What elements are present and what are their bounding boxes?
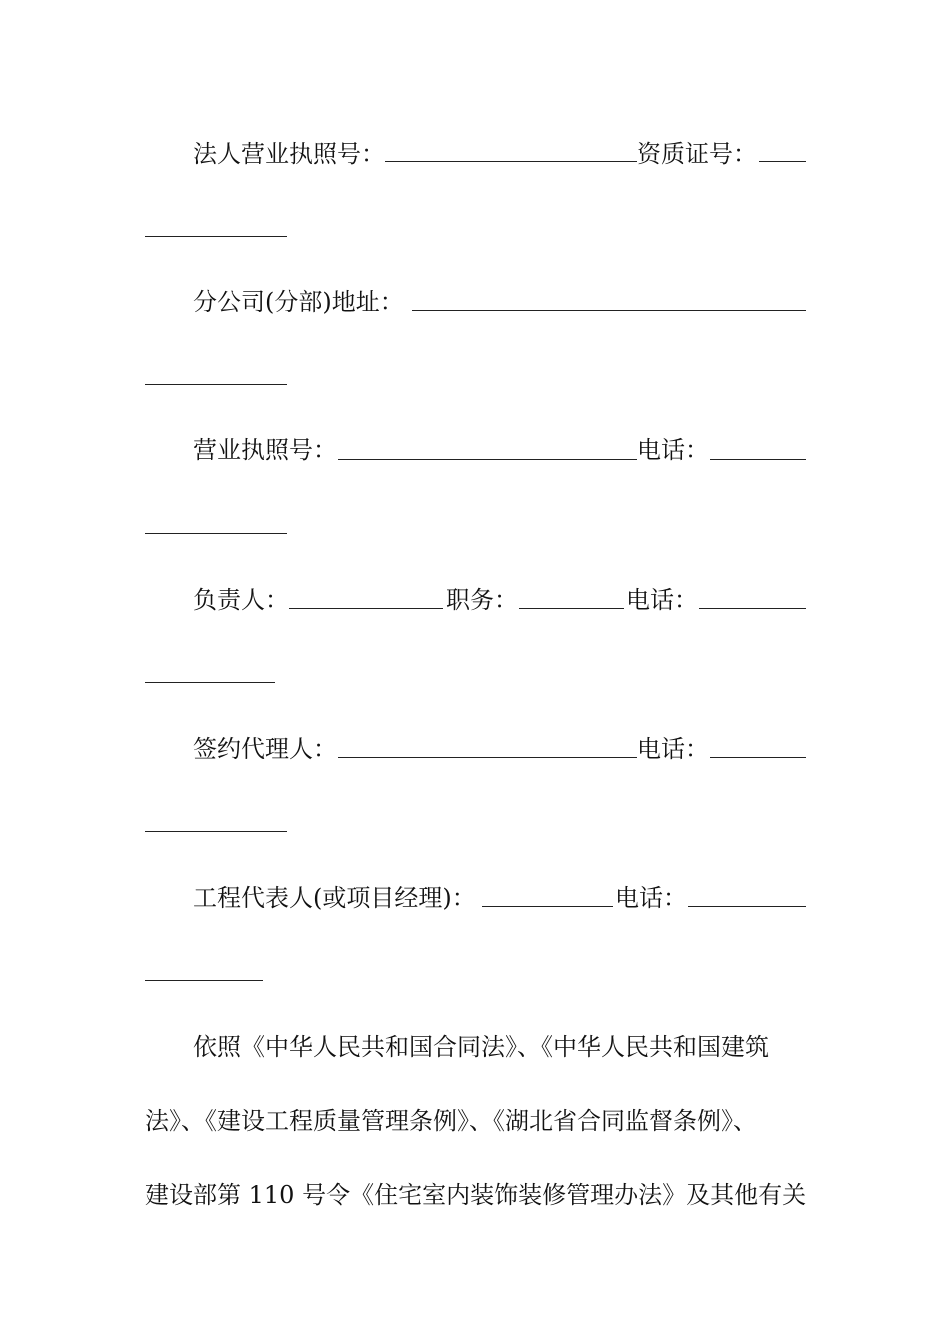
person-in-charge-blank[interactable] bbox=[289, 608, 443, 609]
branch-phone-blank-continued[interactable] bbox=[145, 533, 287, 534]
branch-phone-blank[interactable] bbox=[710, 459, 806, 460]
branch-license-blank[interactable] bbox=[338, 459, 637, 460]
person-phone-label: 电话： bbox=[626, 586, 698, 614]
agent-label: 签约代理人： bbox=[193, 735, 337, 763]
project-rep-phone-label: 电话： bbox=[615, 884, 687, 912]
project-rep-blank[interactable] bbox=[482, 906, 613, 907]
qualification-label: 资质证号： bbox=[637, 140, 757, 168]
project-rep-phone-blank-continued[interactable] bbox=[145, 980, 263, 981]
agent-blank[interactable] bbox=[338, 757, 637, 758]
position-blank[interactable] bbox=[519, 608, 624, 609]
paragraph-line-3: 建设部第 110 号令《住宅室内装饰装修管理办法》及其他有关 bbox=[145, 1181, 807, 1209]
branch-phone-label: 电话： bbox=[637, 436, 709, 464]
agent-phone-label: 电话： bbox=[637, 735, 709, 763]
branch-license-label: 营业执照号： bbox=[193, 436, 337, 464]
branch-address-blank-continued[interactable] bbox=[145, 384, 287, 385]
person-phone-blank-continued[interactable] bbox=[145, 682, 275, 683]
branch-address-label: 分公司(分部)地址： bbox=[193, 288, 404, 316]
qualification-blank-continued[interactable] bbox=[145, 236, 287, 237]
license-blank[interactable] bbox=[385, 161, 637, 162]
position-label: 职务： bbox=[446, 586, 518, 614]
agent-phone-blank[interactable] bbox=[710, 757, 806, 758]
person-phone-blank[interactable] bbox=[699, 608, 806, 609]
agent-phone-blank-continued[interactable] bbox=[145, 831, 287, 832]
paragraph-line-2: 法》、《建设工程质量管理条例》、《湖北省合同监督条例》、 bbox=[145, 1107, 757, 1135]
project-rep-label: 工程代表人(或项目经理)： bbox=[193, 884, 476, 912]
qualification-blank[interactable] bbox=[759, 161, 806, 162]
branch-address-blank[interactable] bbox=[412, 310, 806, 311]
license-label: 法人营业执照号： bbox=[193, 140, 385, 168]
person-in-charge-label: 负责人： bbox=[193, 586, 289, 614]
paragraph-line-1: 依照《中华人民共和国合同法》、《中华人民共和国建筑 bbox=[193, 1033, 769, 1061]
project-rep-phone-blank[interactable] bbox=[688, 906, 806, 907]
